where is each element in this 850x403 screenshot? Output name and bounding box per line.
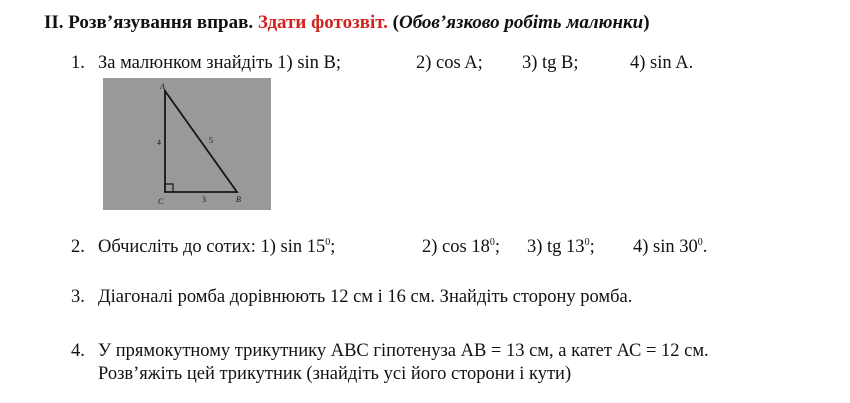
vertex-label-c: C: [158, 197, 164, 206]
exercise-2-opt4-text: 4) sin 30: [633, 237, 698, 257]
exercise-2-opt2-text: 2) cos 18: [422, 237, 490, 257]
exercise-4-text-line2: Розв’яжіть цей трикутник (знайдіть усі його сторони і кути): [98, 364, 572, 384]
exercise-2-opt3: [527, 237, 633, 258]
degree-mark: 0: [325, 237, 331, 248]
exercise-3: [71, 287, 632, 308]
triangle-shape: [165, 91, 237, 192]
vertex-label-a: A: [160, 82, 165, 91]
degree-mark: 0: [697, 237, 703, 248]
exercise-2: [71, 237, 707, 258]
exercise-2-opt3-end: ;: [589, 237, 595, 257]
exercise-number: 2.: [71, 237, 85, 257]
exercise-1-opt3: 3) tg B;: [522, 53, 579, 73]
right-angle-mark: [165, 184, 173, 192]
side-label-cb: 3: [202, 195, 206, 204]
exercise-4-text: У прямокутному трикутнику АВС гіпотенуза АВ = 13 см, а катет АС = 12 см.: [98, 341, 709, 361]
triangle-diagram: [103, 78, 271, 210]
section-heading: [44, 12, 650, 34]
exercise-2-opt3-text: 3) tg 13: [527, 237, 585, 257]
exercise-1: [71, 53, 693, 74]
exercise-1-opt2: 2) cos A;: [416, 53, 483, 73]
exercise-2-lead-text: Обчисліть до сотих: 1) sin 15: [98, 237, 326, 257]
heading-photo-report: Здати фотозвіт.: [257, 12, 388, 33]
exercise-4: [71, 341, 709, 362]
exercise-number: 4.: [71, 341, 85, 361]
exercise-2-lead: [98, 237, 422, 258]
heading-open-paren: (: [387, 12, 399, 33]
degree-mark: 0: [584, 237, 590, 248]
exercise-2-opt4: [633, 237, 707, 257]
heading-note: Обов’язково робіть малюнки: [398, 12, 644, 33]
exercise-3-text: Діагоналі ромба дорівнюють 12 см і 16 см. Знайдіть сторону ромба.: [98, 287, 633, 307]
exercise-2-opt2-end: ;: [494, 237, 500, 257]
triangle-figure: [103, 78, 271, 210]
heading-close-paren: ): [643, 12, 650, 33]
exercise-2-opt4-end: .: [702, 237, 708, 257]
exercise-1-lead: За малюнком знайдіть 1) sin B;: [98, 53, 342, 73]
degree-mark: 0: [489, 237, 495, 248]
exercise-1-opt4: 4) sin A.: [630, 53, 694, 73]
vertex-label-b: B: [236, 195, 241, 204]
exercise-number: 3.: [71, 287, 85, 307]
side-label-ac: 4: [157, 138, 161, 147]
exercise-number: 1.: [71, 53, 85, 73]
heading-title: II. Розв’язування вправ.: [44, 12, 258, 33]
side-label-ab: 5: [209, 136, 213, 145]
exercise-2-lead-end: ;: [330, 237, 336, 257]
exercise-2-opt2: [422, 237, 527, 258]
